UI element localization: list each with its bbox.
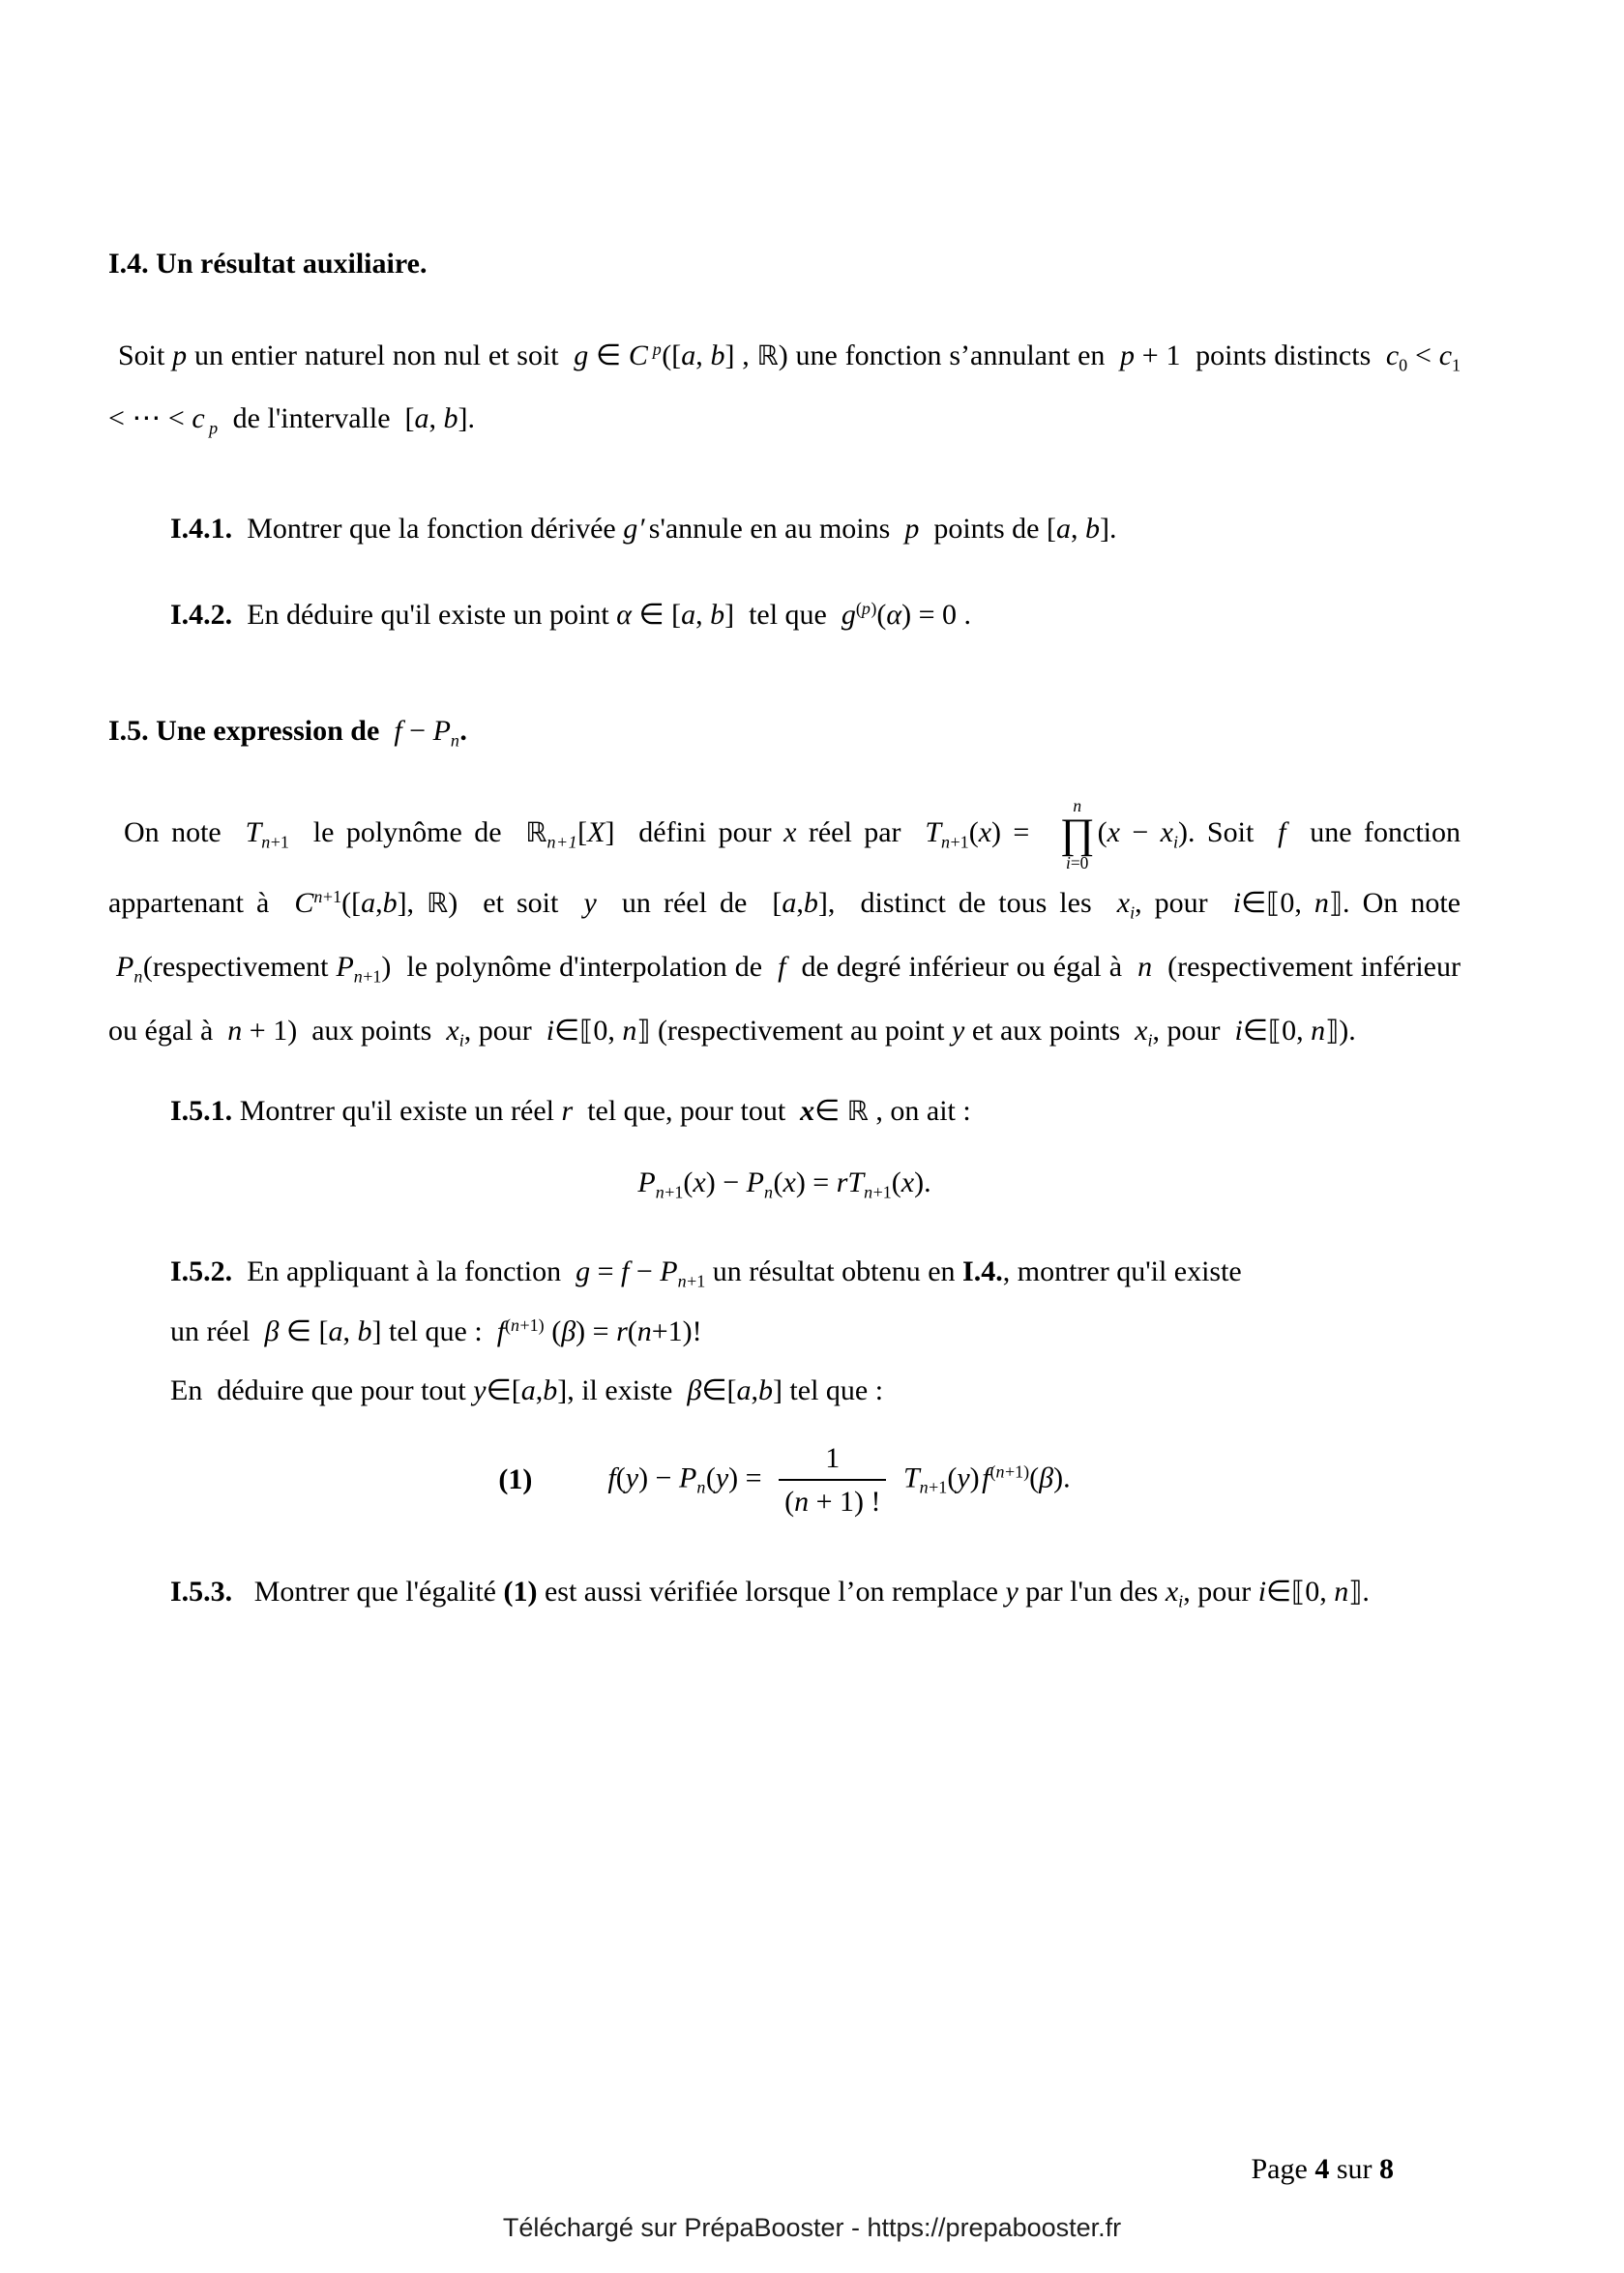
equation-1: [108, 1440, 1461, 1520]
document-content: [108, 248, 1461, 1622]
download-credit: Téléchargé sur PrépaBooster - https://prepabooster.fr: [502, 2213, 1122, 2242]
question-i5-2-line-1: I.5.2. En appliquant à la fonction $g = f - P_{n+1}$ un résultat obtenu en I.4., montrer qu'il existe: [170, 1255, 1242, 1291]
equation-1-formula: $f(y) - P_n(y)$ = $\frac{1}{(n + 1) !}$ $T_{n+1}(y)$ $f^{(n+1)}(\beta)$.: [607, 1440, 1070, 1520]
section-heading-i4: I.4. Un résultat auxiliaire.: [108, 248, 428, 280]
question-i5-3: I.5.3. Montrer que l'égalité (1) est aussi vérifiée lorsque l’on remplace y par l'un des $x_i$, pour i∈⟦0, n⟧.: [170, 1575, 1370, 1610]
section-heading-i5: I.5. Une expression de $f - P_n$.: [108, 715, 467, 751]
paragraph-i4-intro: Soit p un entier naturel non nul et soit g ∈ C $^p$([a, b] , ℝ) une fonction s’annulant en p + 1 points distincts $c_0 < c_1$ < ⋯ < c $_p$ de l'intervalle [a, b].: [108, 339, 1462, 437]
question-i4-2: I.4.2. En déduire qu'il existe un point α ∈ [a, b] tel que $g^{(p)}(\alpha) = 0$ .: [170, 599, 972, 631]
equation-i5-1: $P_{n+1}(x) - P_n(x) = rT_{n+1}(x)$.: [637, 1166, 931, 1202]
question-i5-2-line-2: un réel β ∈ [a, b] tel que : $f^{(n+1)}$ (β) = r(n+1)!: [170, 1314, 702, 1347]
question-i5-2: [108, 1242, 1461, 1421]
question-i4-1: I.4.1. Montrer que la fonction dérivée g ′ s'annule en au moins p points de [a, b].: [170, 513, 1117, 545]
question-i5-1: I.5.1. Montrer qu'il existe un réel r tel que, pour tout x∈ ℝ , on ait :: [170, 1095, 971, 1128]
paragraph-i5-intro: On note $T_{n+1}$ le polynôme de ℝ$_{n+1}$[X] défini pour x réel par $T_{n+1}(x)$ = n ∏ i=0 $(x - x_i)$. Soit f une fonction appartenant à $C^{n+1}([a,b]$, ℝ) et soit y un réel de [a,b], distinct de tous les $x_i$, pour i∈⟦0, n⟧. On note $P_n(respectivement$ $P_{n+1}$) le polynôme d'interpolation de f de degré inférieur ou égal à n (respectivement inférieur ou égal à n + 1) aux points $x_i$, pour i∈⟦0, n⟧ (respectivement au point y et aux points $x_i$, pour i∈⟦0, n⟧).: [108, 796, 1461, 1050]
question-i5-2-line-3: En déduire que pour tout y∈[a,b], il existe β∈[a,b] tel que :: [170, 1374, 884, 1407]
page-number: Page 4 sur 8: [1251, 2153, 1394, 2185]
equation-1-label: (1): [498, 1463, 533, 1496]
